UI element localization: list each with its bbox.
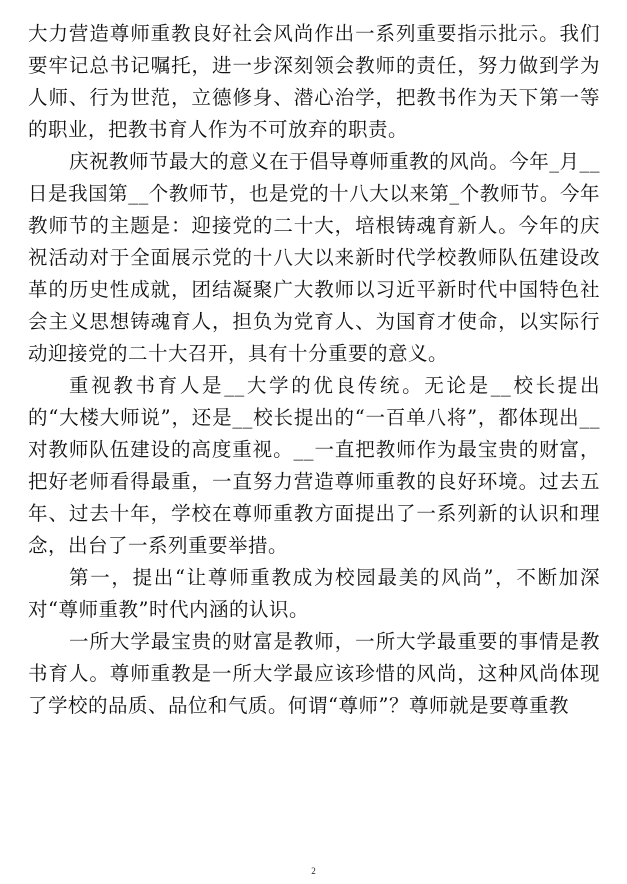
paragraph-first-point: 第一，提出“让尊师重教成为校园最美的风尚”，不断加深对“尊师重教”时代内涵的认识。 bbox=[28, 566, 600, 621]
paragraph-most-valuable-wealth: 一所大学最宝贵的财富是教师，一所大学最重要的事情是教书育人。尊师重教是一所大学最应该珍惜的风尚，这种风尚体现了学校的品质、品位和气质。何谓“尊师”？尊师就是要尊重教 bbox=[28, 630, 600, 717]
paragraph-continuation: 大力营造尊师重教良好社会风尚作出一系列重要指示批示。我们要牢记总书记嘱托，进一步深刻领会教师的责任，努力做到学为人师、行为世范，立德修身、潜心治学，把教书作为天下第一等的职业，把教书育人作为不可放弃的职责。 bbox=[28, 22, 600, 141]
page-number: 2 bbox=[311, 866, 316, 876]
paragraph-university-tradition: 重视教书育人是__大学的优良传统。无论是__校长提出的“大楼大师说”，还是__校长提出的“一百单八将”，都体现出__对教师队伍建设的高度重视。__一直把教师作为最宝贵的财富，把好老师看得最重，一直努力营造尊师重教的良好环境。过去五年、过去十年，学校在尊师重教方面提出了一系列新的认识和理念，出台了一系列重要举措。 bbox=[28, 374, 600, 557]
paragraph-teachers-day-significance: 庆祝教师节最大的意义在于倡导尊师重教的风尚。今年_月__日是我国第__个教师节，也是党的十八大以来第_个教师节。今年教师节的主题是：迎接党的二十大，培根铸魂育新人。今年的庆祝活动对于全面展示党的十八大以来新时代学校教师队伍建设改革的历史性成就，团结凝聚广大教师以习近平新时代中国特色社会主义思想铸魂育人，担负为党育人、为国育才使命，以实际行动迎接党的二十大召开，具有十分重要的意义。 bbox=[28, 150, 600, 365]
document-page bbox=[28, 18, 600, 722]
